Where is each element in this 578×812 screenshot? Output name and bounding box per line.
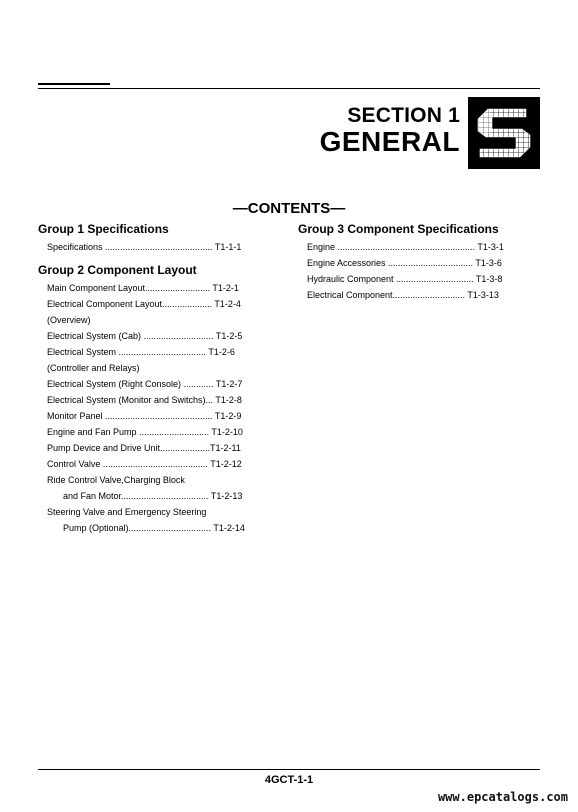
top-rule	[38, 88, 540, 89]
top-rule-short	[38, 83, 110, 85]
watermark-text: www.epcatalogs.com	[437, 790, 568, 804]
bottom-rule	[38, 769, 540, 770]
section-s-logo-icon	[468, 97, 540, 169]
contents-heading: —CONTENTS—	[232, 200, 346, 217]
group-2-heading: Group 2 Component Layout	[38, 263, 197, 277]
toc-entry: Electrical System (Monitor and Switchs)... T1-2-8	[47, 395, 242, 405]
toc-entry: Electrical System ................................... T1-2-6	[47, 347, 235, 357]
toc-entry: Engine Accessories .................................. T1-3-6	[307, 258, 502, 268]
contents-column-right	[298, 222, 538, 303]
toc-entry: Electrical Component Layout.................... T1-2-4	[47, 299, 241, 309]
toc-entry: Steering Valve and Emergency Steering	[47, 507, 207, 517]
toc-entry: Pump (Optional)................................. T1-2-14	[63, 523, 245, 533]
toc-entry: Electrical Component............................. T1-3-13	[307, 290, 499, 300]
toc-entry: (Overview)	[47, 315, 91, 325]
toc-entry: Specifications ........................................... T1-1-1	[47, 242, 242, 252]
toc-entry: and Fan Motor................................... T1-2-13	[63, 491, 243, 501]
section-title: GENERAL	[319, 126, 460, 157]
toc-entry: Ride Control Valve,Charging Block	[47, 475, 185, 485]
toc-entry: Monitor Panel ........................................... T1-2-9	[47, 411, 242, 421]
toc-entry: Hydraulic Component ............................... T1-3-8	[307, 274, 503, 284]
contents-column-left	[38, 222, 278, 536]
toc-entry: Electrical System (Right Console) ............ T1-2-7	[47, 379, 243, 389]
toc-entry: Pump Device and Drive Unit....................T1-2-11	[47, 443, 241, 453]
toc-entry: Main Component Layout.......................... T1-2-1	[47, 283, 239, 293]
toc-entry: Engine and Fan Pump ............................ T1-2-10	[47, 427, 243, 437]
toc-entry: Engine ....................................................... T1-3-1	[307, 242, 504, 252]
group-3-heading: Group 3 Component Specifications	[298, 222, 499, 236]
toc-entry: (Controller and Relays)	[47, 363, 140, 373]
toc-entry: Control Valve .......................................... T1-2-12	[47, 459, 242, 469]
group-1-heading: Group 1 Specifications	[38, 222, 169, 236]
page-code: 4GCT-1-1	[264, 774, 314, 786]
toc-entry: Electrical System (Cab) ............................ T1-2-5	[47, 331, 243, 341]
section-number: SECTION 1	[347, 104, 460, 127]
